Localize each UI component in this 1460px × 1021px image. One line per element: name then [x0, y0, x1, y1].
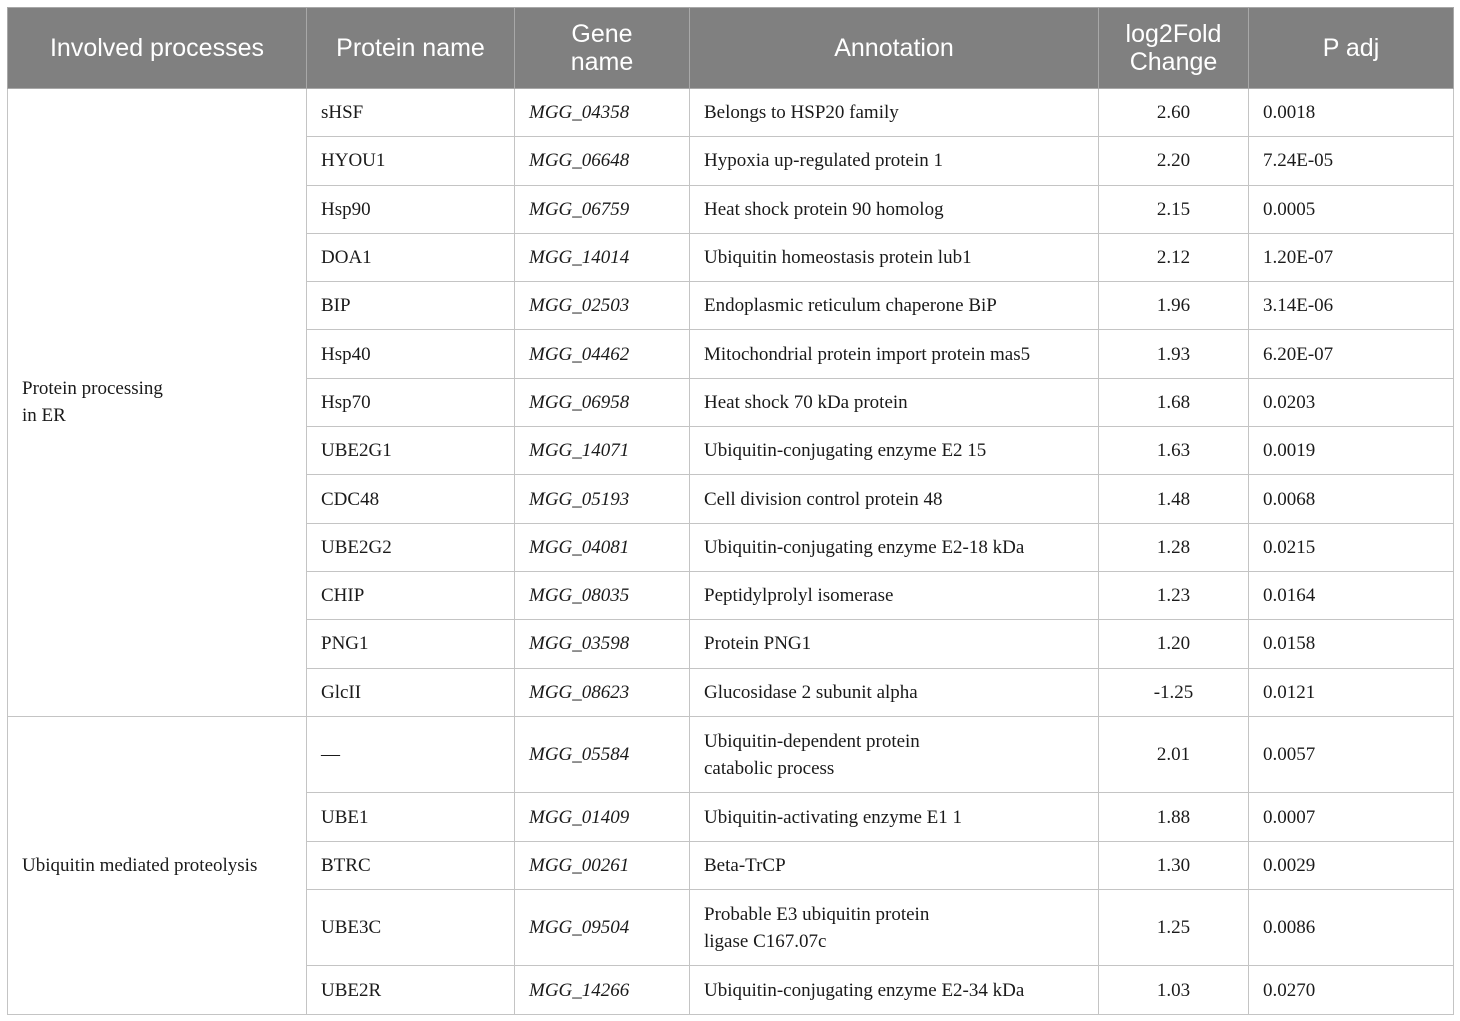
header-p-adj: P adj	[1249, 8, 1454, 89]
fold-change-cell: 2.15	[1099, 185, 1249, 233]
gene-name-cell: MGG_05193	[515, 475, 690, 523]
annotation-cell: Heat shock protein 90 homolog	[690, 185, 1099, 233]
annotation-cell: Endoplasmic reticulum chaperone BiP	[690, 282, 1099, 330]
p-adj-cell: 0.0270	[1249, 966, 1454, 1014]
gene-name-cell: MGG_04081	[515, 523, 690, 571]
fold-change-cell: 1.28	[1099, 523, 1249, 571]
fold-change-cell: 2.20	[1099, 137, 1249, 185]
protein-name-cell: GlcII	[307, 668, 515, 716]
table-row	[8, 89, 1454, 137]
p-adj-cell: 0.0029	[1249, 841, 1454, 889]
annotation-cell: Ubiquitin-conjugating enzyme E2 15	[690, 427, 1099, 475]
gene-name-cell: MGG_09504	[515, 889, 690, 966]
table-body	[8, 89, 1454, 1015]
p-adj-cell: 0.0068	[1249, 475, 1454, 523]
table-header	[8, 8, 1454, 89]
annotation-cell: Ubiquitin homeostasis protein lub1	[690, 233, 1099, 281]
gene-name-cell: MGG_14014	[515, 233, 690, 281]
annotation-cell: Hypoxia up-regulated protein 1	[690, 137, 1099, 185]
protein-name-cell: DOA1	[307, 233, 515, 281]
p-adj-cell: 0.0121	[1249, 668, 1454, 716]
annotation-cell: Heat shock 70 kDa protein	[690, 378, 1099, 426]
annotation-cell: Cell division control protein 48	[690, 475, 1099, 523]
header-gene-name-line1: Gene	[571, 20, 633, 48]
annotation-cell	[690, 889, 1099, 966]
header-log2-fold-change	[1099, 8, 1249, 89]
protein-name-cell: CHIP	[307, 571, 515, 619]
p-adj-cell: 0.0215	[1249, 523, 1454, 571]
protein-name-cell: Hsp90	[307, 185, 515, 233]
p-adj-cell: 0.0007	[1249, 793, 1454, 841]
protein-name-cell: UBE1	[307, 793, 515, 841]
fold-change-cell: 1.23	[1099, 571, 1249, 619]
protein-name-cell: sHSF	[307, 89, 515, 137]
annotation-cell: Beta-TrCP	[690, 841, 1099, 889]
annotation-cell: Peptidylprolyl isomerase	[690, 571, 1099, 619]
p-adj-cell: 0.0158	[1249, 620, 1454, 668]
fold-change-cell: 1.03	[1099, 966, 1249, 1014]
protein-name-cell: UBE2R	[307, 966, 515, 1014]
gene-name-cell: MGG_04358	[515, 89, 690, 137]
p-adj-cell: 3.14E-06	[1249, 282, 1454, 330]
fold-change-cell: 2.12	[1099, 233, 1249, 281]
protein-name-cell: HYOU1	[307, 137, 515, 185]
protein-name-cell: Hsp70	[307, 378, 515, 426]
protein-name-cell: BIP	[307, 282, 515, 330]
annotation-line2: ligase C167.07c	[704, 930, 827, 952]
p-adj-cell: 0.0057	[1249, 716, 1454, 793]
process-label-line1: Protein processing	[22, 378, 163, 400]
annotation-cell	[690, 716, 1099, 793]
gene-name-cell: MGG_06648	[515, 137, 690, 185]
table-row	[8, 716, 1454, 793]
annotation-line1: Ubiquitin-dependent protein	[704, 730, 920, 752]
protein-name-cell: —	[307, 716, 515, 793]
p-adj-cell: 0.0203	[1249, 378, 1454, 426]
fold-change-cell: 1.25	[1099, 889, 1249, 966]
fold-change-cell: 1.20	[1099, 620, 1249, 668]
fold-change-cell: 1.88	[1099, 793, 1249, 841]
gene-name-cell: MGG_06759	[515, 185, 690, 233]
p-adj-cell: 6.20E-07	[1249, 330, 1454, 378]
gene-name-cell: MGG_01409	[515, 793, 690, 841]
annotation-line2: catabolic process	[704, 757, 835, 779]
fold-change-cell: 1.63	[1099, 427, 1249, 475]
protein-name-cell: CDC48	[307, 475, 515, 523]
fold-change-cell: -1.25	[1099, 668, 1249, 716]
header-fold-line1: log2Fold	[1125, 20, 1222, 48]
gene-name-cell: MGG_05584	[515, 716, 690, 793]
annotation-cell: Mitochondrial protein import protein mas5	[690, 330, 1099, 378]
process-label-line2: in ER	[22, 405, 66, 427]
gene-name-cell: MGG_04462	[515, 330, 690, 378]
process-cell-protein-processing	[8, 89, 307, 717]
header-involved-processes: Involved processes	[8, 8, 307, 89]
gene-name-cell: MGG_08035	[515, 571, 690, 619]
header-annotation: Annotation	[690, 8, 1099, 89]
fold-change-cell: 2.01	[1099, 716, 1249, 793]
p-adj-cell: 0.0086	[1249, 889, 1454, 966]
process-cell-ubiquitin-proteolysis: Ubiquitin mediated proteolysis	[8, 716, 307, 1014]
protein-name-cell: PNG1	[307, 620, 515, 668]
gene-name-cell: MGG_06958	[515, 378, 690, 426]
fold-change-cell: 1.48	[1099, 475, 1249, 523]
p-adj-cell: 0.0018	[1249, 89, 1454, 137]
gene-name-cell: MGG_00261	[515, 841, 690, 889]
annotation-cell: Ubiquitin-conjugating enzyme E2-18 kDa	[690, 523, 1099, 571]
gene-name-cell: MGG_03598	[515, 620, 690, 668]
gene-name-cell: MGG_14071	[515, 427, 690, 475]
annotation-cell: Glucosidase 2 subunit alpha	[690, 668, 1099, 716]
p-adj-cell: 1.20E-07	[1249, 233, 1454, 281]
annotation-cell: Ubiquitin-activating enzyme E1 1	[690, 793, 1099, 841]
annotation-cell: Protein PNG1	[690, 620, 1099, 668]
p-adj-cell: 0.0005	[1249, 185, 1454, 233]
header-row	[8, 8, 1454, 89]
fold-change-cell: 1.68	[1099, 378, 1249, 426]
protein-name-cell: BTRC	[307, 841, 515, 889]
gene-expression-table	[7, 7, 1454, 1015]
fold-change-cell: 2.60	[1099, 89, 1249, 137]
fold-change-cell: 1.96	[1099, 282, 1249, 330]
annotation-cell: Ubiquitin-conjugating enzyme E2-34 kDa	[690, 966, 1099, 1014]
header-fold-line2: Change	[1129, 48, 1218, 76]
annotation-line1: Probable E3 ubiquitin protein	[704, 903, 930, 925]
header-protein-name: Protein name	[307, 8, 515, 89]
header-gene-name	[515, 8, 690, 89]
fold-change-cell: 1.30	[1099, 841, 1249, 889]
protein-name-cell: UBE2G2	[307, 523, 515, 571]
gene-name-cell: MGG_08623	[515, 668, 690, 716]
protein-name-cell: UBE3C	[307, 889, 515, 966]
protein-name-cell: Hsp40	[307, 330, 515, 378]
fold-change-cell: 1.93	[1099, 330, 1249, 378]
annotation-cell: Belongs to HSP20 family	[690, 89, 1099, 137]
p-adj-cell: 0.0164	[1249, 571, 1454, 619]
header-gene-name-line2: name	[570, 48, 634, 76]
gene-name-cell: MGG_14266	[515, 966, 690, 1014]
protein-name-cell: UBE2G1	[307, 427, 515, 475]
gene-name-cell: MGG_02503	[515, 282, 690, 330]
p-adj-cell: 7.24E-05	[1249, 137, 1454, 185]
p-adj-cell: 0.0019	[1249, 427, 1454, 475]
